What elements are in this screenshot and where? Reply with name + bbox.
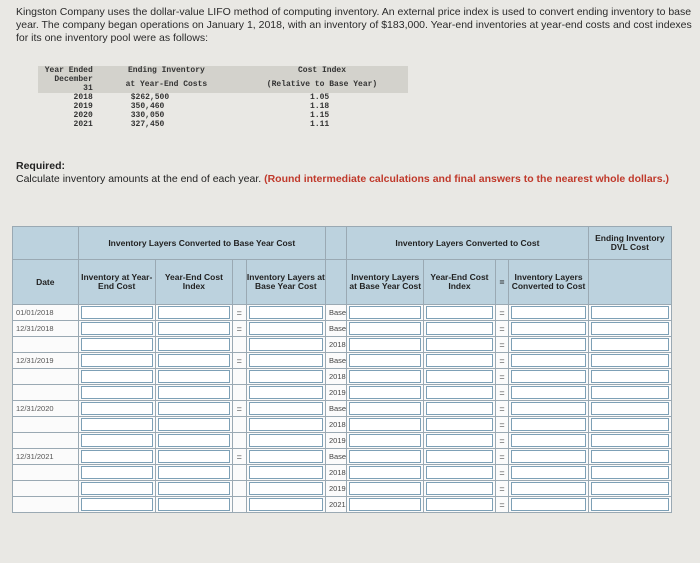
layers-base-year-header: Inventory Layers at Base Year Cost — [246, 260, 325, 305]
cost-index-table — [38, 66, 408, 129]
layer-base-input[interactable] — [349, 450, 421, 463]
index-input-cell[interactable] — [155, 449, 232, 465]
converted-cost-input-cell[interactable] — [509, 465, 588, 481]
year-cell: 2019 — [73, 102, 93, 111]
layer-base-input[interactable] — [349, 386, 421, 399]
layer-year-cell: 2019 — [326, 385, 347, 401]
year-end-cost-index-header: Year-End Cost Index — [155, 260, 232, 305]
inventory-input[interactable] — [81, 306, 153, 319]
equals-cell-2: = — [495, 465, 509, 481]
layer-year-cell: Base — [326, 449, 347, 465]
inventory-input-cell[interactable] — [78, 465, 155, 481]
inventory-cell: 330,050 — [130, 111, 165, 120]
index-input[interactable] — [158, 482, 230, 495]
index-input[interactable] — [158, 434, 230, 447]
equals-cell: = — [232, 449, 246, 465]
converted-cost-input-cell[interactable] — [509, 481, 588, 497]
cost-index-input[interactable] — [426, 338, 492, 351]
table-row — [13, 385, 672, 401]
index-input[interactable] — [158, 450, 230, 463]
layer-year-cell: 2018 — [326, 337, 347, 353]
index-input[interactable] — [158, 306, 230, 319]
converted-cost-input[interactable] — [511, 322, 585, 335]
inventory-input[interactable] — [81, 482, 153, 495]
inventory-input-cell[interactable] — [78, 417, 155, 433]
index-input[interactable] — [158, 322, 230, 335]
date-cell — [13, 417, 79, 433]
inventory-input-cell[interactable] — [78, 497, 155, 513]
date-cell — [13, 481, 79, 497]
equals-cell: = — [232, 353, 246, 369]
dvl-cost-input-cell[interactable] — [588, 385, 671, 401]
ending-inventory-subheader: at Year-End Costs — [97, 75, 236, 93]
dvl-cost-input[interactable] — [591, 338, 669, 351]
inventory-input-cell[interactable] — [78, 449, 155, 465]
converted-cost-input-cell[interactable] — [509, 449, 588, 465]
layer-year-cell: 2018 — [326, 465, 347, 481]
cost-index-input[interactable] — [426, 386, 492, 399]
equals-cell-2: = — [495, 337, 509, 353]
converted-cost-input[interactable] — [511, 354, 585, 367]
converted-cost-input-cell[interactable] — [509, 337, 588, 353]
layer-base-input-cell[interactable] — [347, 465, 424, 481]
dvl-cost-input-cell[interactable] — [588, 401, 671, 417]
base-layer-input-cell[interactable] — [246, 337, 325, 353]
cost-index-input[interactable] — [426, 306, 492, 319]
layer-base-input[interactable] — [349, 354, 421, 367]
cost-index-input-cell[interactable] — [424, 401, 495, 417]
converted-cost-input-cell[interactable] — [509, 369, 588, 385]
cost-index-input-cell[interactable] — [424, 369, 495, 385]
cost-index-input-cell[interactable] — [424, 433, 495, 449]
index-input-cell[interactable] — [155, 353, 232, 369]
year-cell: 2021 — [73, 120, 93, 129]
inventory-input-cell[interactable] — [78, 321, 155, 337]
cost-index-input-cell[interactable] — [424, 305, 495, 321]
base-layer-input-cell[interactable] — [246, 353, 325, 369]
cost-index-input-cell[interactable] — [424, 353, 495, 369]
layer-base-input[interactable] — [349, 482, 421, 495]
base-layer-input[interactable] — [249, 354, 323, 367]
dvl-cost-input-cell[interactable] — [588, 353, 671, 369]
base-layer-input-cell[interactable] — [246, 385, 325, 401]
layers-at-base-header: Inventory Layers at Base Year Cost — [347, 260, 424, 305]
cost-index-subheader: (Relative to Base Year) — [236, 75, 408, 93]
year-end-cost-index-header-2: Year-End Cost Index — [424, 260, 495, 305]
dvl-cost-input[interactable] — [591, 498, 669, 511]
cost-index-input-cell[interactable] — [424, 321, 495, 337]
index-input-cell[interactable] — [155, 321, 232, 337]
date-cell: 12/31/2021 — [13, 449, 79, 465]
equals-cell: = — [232, 305, 246, 321]
inventory-input-cell[interactable] — [78, 401, 155, 417]
converted-cost-input[interactable] — [511, 386, 585, 399]
inventory-input-cell[interactable] — [78, 369, 155, 385]
table-row — [38, 93, 408, 102]
index-cell: 1.05 — [310, 93, 330, 102]
dvl-cost-input-cell[interactable] — [588, 369, 671, 385]
base-layer-input-cell[interactable] — [246, 401, 325, 417]
index-cell: 1.15 — [310, 111, 330, 120]
equals-cell — [232, 337, 246, 353]
inventory-input[interactable] — [81, 354, 153, 367]
dvl-cost-input-cell[interactable] — [588, 321, 671, 337]
inventory-year-end-cost-header: Inventory at Year-End Cost — [78, 260, 155, 305]
layer-base-input-cell[interactable] — [347, 321, 424, 337]
index-input-cell[interactable] — [155, 369, 232, 385]
inventory-input-cell[interactable] — [78, 337, 155, 353]
layer-base-input[interactable] — [349, 402, 421, 415]
date-cell: 12/31/2018 — [13, 321, 79, 337]
layer-year-cell: 2018 — [326, 369, 347, 385]
layers-converted-header: Inventory Layers Converted to Cost — [509, 260, 588, 305]
table-row — [38, 102, 408, 111]
index-input[interactable] — [158, 370, 230, 383]
equals-cell — [232, 481, 246, 497]
layer-base-input-cell[interactable] — [347, 433, 424, 449]
index-input[interactable] — [158, 338, 230, 351]
layer-base-input[interactable] — [349, 338, 421, 351]
index-input[interactable] — [158, 402, 230, 415]
equals-header — [232, 260, 246, 305]
index-input-cell[interactable] — [155, 385, 232, 401]
converted-cost-input-cell[interactable] — [509, 417, 588, 433]
inventory-input-cell[interactable] — [78, 481, 155, 497]
layer-year-cell: 2021 — [326, 497, 347, 513]
ending-inventory-header: Ending Inventory — [97, 66, 236, 75]
layer-base-input[interactable] — [349, 370, 421, 383]
dvl-cost-subheader — [588, 260, 671, 305]
equals-cell — [232, 369, 246, 385]
table-row — [13, 481, 672, 497]
table-row — [13, 321, 672, 337]
table-row — [13, 417, 672, 433]
ending-inventory-dvl-header: Ending Inventory DVL Cost — [588, 227, 671, 260]
cost-index-input-cell[interactable] — [424, 417, 495, 433]
layer-base-input[interactable] — [349, 418, 421, 431]
layer-base-input[interactable] — [349, 306, 421, 319]
inventory-input-cell[interactable] — [78, 353, 155, 369]
base-layer-input[interactable] — [249, 482, 323, 495]
blank-header — [13, 227, 79, 260]
layer-base-input[interactable] — [349, 466, 421, 479]
equals-cell: = — [232, 321, 246, 337]
cost-index-input[interactable] — [426, 482, 492, 495]
dvl-cost-input[interactable] — [591, 418, 669, 431]
index-input[interactable] — [158, 418, 230, 431]
cost-index-input[interactable] — [426, 466, 492, 479]
group-cost-header: Inventory Layers Converted to Cost — [347, 227, 589, 260]
dvl-cost-input[interactable] — [591, 450, 669, 463]
inventory-cell: 350,460 — [130, 102, 165, 111]
dvl-cost-input[interactable] — [591, 306, 669, 319]
layer-year-cell: Base — [326, 321, 347, 337]
index-input-cell[interactable] — [155, 337, 232, 353]
date-cell: 12/31/2020 — [13, 401, 79, 417]
rounding-instruction: (Round intermediate calculations and final answers to the nearest whole dollars.) — [264, 173, 669, 185]
base-layer-input-cell[interactable] — [246, 449, 325, 465]
converted-cost-input[interactable] — [511, 466, 585, 479]
converted-cost-input[interactable] — [511, 402, 585, 415]
inventory-input-cell[interactable] — [78, 433, 155, 449]
base-layer-input[interactable] — [249, 498, 323, 511]
required-text: Calculate inventory amounts at the end of each year. — [16, 173, 262, 185]
index-cell: 1.18 — [310, 102, 330, 111]
inventory-cell: $262,500 — [130, 93, 170, 102]
year-ended-header: Year Ended — [38, 66, 97, 75]
year-ended-subheader: December 31 — [38, 75, 97, 93]
converted-cost-input[interactable] — [511, 482, 585, 495]
layer-base-input-cell[interactable] — [347, 353, 424, 369]
dvl-cost-input-cell[interactable] — [588, 433, 671, 449]
converted-cost-input-cell[interactable] — [509, 353, 588, 369]
base-layer-input[interactable] — [249, 306, 323, 319]
index-input-cell[interactable] — [155, 465, 232, 481]
converted-cost-input[interactable] — [511, 498, 585, 511]
base-layer-input-cell[interactable] — [246, 481, 325, 497]
table-row — [38, 111, 408, 120]
dvl-cost-input[interactable] — [591, 322, 669, 335]
converted-cost-input[interactable] — [511, 434, 585, 447]
layer-base-input-cell[interactable] — [347, 401, 424, 417]
equals-cell-2: = — [495, 305, 509, 321]
index-input-cell[interactable] — [155, 401, 232, 417]
index-input[interactable] — [158, 386, 230, 399]
inventory-input[interactable] — [81, 466, 153, 479]
dvl-cost-input[interactable] — [591, 354, 669, 367]
layer-year-cell: Base — [326, 353, 347, 369]
cost-index-input[interactable] — [426, 498, 492, 511]
equals-cell — [232, 385, 246, 401]
inventory-input[interactable] — [81, 386, 153, 399]
converted-cost-input-cell[interactable] — [509, 321, 588, 337]
cost-index-input[interactable] — [426, 402, 492, 415]
equals-cell-2: = — [495, 321, 509, 337]
layer-base-input[interactable] — [349, 322, 421, 335]
dvl-cost-input-cell[interactable] — [588, 449, 671, 465]
equals-cell-2: = — [495, 497, 509, 513]
layer-year-cell: 2018 — [326, 417, 347, 433]
required-label: Required: — [16, 160, 66, 172]
converted-cost-input[interactable] — [511, 370, 585, 383]
equals-cell-2: = — [495, 417, 509, 433]
base-layer-input-cell[interactable] — [246, 321, 325, 337]
spacer-subheader — [326, 260, 347, 305]
base-layer-input[interactable] — [249, 370, 323, 383]
equals-cell-2: = — [495, 401, 509, 417]
inventory-input[interactable] — [81, 450, 153, 463]
date-cell — [13, 497, 79, 513]
equals-cell: = — [232, 401, 246, 417]
date-cell — [13, 385, 79, 401]
year-cell: 2018 — [73, 93, 93, 102]
table-row — [13, 497, 672, 513]
cost-index-input-cell[interactable] — [424, 465, 495, 481]
base-layer-input-cell[interactable] — [246, 433, 325, 449]
inventory-input[interactable] — [81, 370, 153, 383]
dvl-cost-input-cell[interactable] — [588, 417, 671, 433]
index-input[interactable] — [158, 498, 230, 511]
date-cell: 12/31/2019 — [13, 353, 79, 369]
layer-base-input[interactable] — [349, 434, 421, 447]
converted-cost-input-cell[interactable] — [509, 385, 588, 401]
inventory-input[interactable] — [81, 434, 153, 447]
date-cell — [13, 369, 79, 385]
base-layer-input[interactable] — [249, 338, 323, 351]
dvl-cost-input-cell[interactable] — [588, 497, 671, 513]
date-cell — [13, 433, 79, 449]
cost-index-input[interactable] — [426, 322, 492, 335]
layer-base-input-cell[interactable] — [347, 449, 424, 465]
equals-cell — [232, 465, 246, 481]
cost-index-input-cell[interactable] — [424, 385, 495, 401]
table-row — [13, 337, 672, 353]
equals-cell — [232, 433, 246, 449]
layer-base-input-cell[interactable] — [347, 497, 424, 513]
cost-index-input[interactable] — [426, 450, 492, 463]
cost-index-input[interactable] — [426, 354, 492, 367]
date-header: Date — [13, 260, 79, 305]
layer-year-cell: 2019 — [326, 481, 347, 497]
layer-base-input-cell[interactable] — [347, 417, 424, 433]
inventory-worksheet — [12, 226, 672, 513]
equals-header-2: = — [495, 260, 509, 305]
converted-cost-input[interactable] — [511, 306, 585, 319]
cost-index-input[interactable] — [426, 434, 492, 447]
index-input-cell[interactable] — [155, 433, 232, 449]
date-cell — [13, 465, 79, 481]
worksheet-body — [13, 305, 672, 513]
base-layer-input-cell[interactable] — [246, 465, 325, 481]
cost-index-input-cell[interactable] — [424, 481, 495, 497]
table-row — [13, 305, 672, 321]
index-input-cell[interactable] — [155, 305, 232, 321]
dvl-cost-input[interactable] — [591, 434, 669, 447]
equals-cell-2: = — [495, 449, 509, 465]
converted-cost-input-cell[interactable] — [509, 401, 588, 417]
inventory-cell: 327,450 — [130, 120, 165, 129]
index-input[interactable] — [158, 466, 230, 479]
base-layer-input-cell[interactable] — [246, 369, 325, 385]
layer-base-input[interactable] — [349, 498, 421, 511]
converted-cost-input-cell[interactable] — [509, 305, 588, 321]
converted-cost-input-cell[interactable] — [509, 497, 588, 513]
required-section — [16, 160, 692, 186]
dvl-cost-input[interactable] — [591, 386, 669, 399]
cost-index-input[interactable] — [426, 370, 492, 383]
dvl-cost-input-cell[interactable] — [588, 337, 671, 353]
base-layer-input[interactable] — [249, 418, 323, 431]
cost-index-input-cell[interactable] — [424, 497, 495, 513]
index-input-cell[interactable] — [155, 481, 232, 497]
dvl-cost-input-cell[interactable] — [588, 465, 671, 481]
index-input-cell[interactable] — [155, 417, 232, 433]
date-cell — [13, 337, 79, 353]
layer-base-input-cell[interactable] — [347, 369, 424, 385]
layer-base-input-cell[interactable] — [347, 385, 424, 401]
inventory-input[interactable] — [81, 402, 153, 415]
base-layer-input[interactable] — [249, 402, 323, 415]
dvl-cost-input-cell[interactable] — [588, 305, 671, 321]
equals-cell — [232, 497, 246, 513]
base-layer-input[interactable] — [249, 450, 323, 463]
group-base-year-header: Inventory Layers Converted to Base Year Cost — [78, 227, 325, 260]
index-input[interactable] — [158, 354, 230, 367]
inventory-input-cell[interactable] — [78, 305, 155, 321]
table-row — [13, 401, 672, 417]
cost-index-input-cell[interactable] — [424, 449, 495, 465]
table-row — [13, 449, 672, 465]
layer-year-cell: 2019 — [326, 433, 347, 449]
cost-index-input-cell[interactable] — [424, 337, 495, 353]
dvl-cost-input[interactable] — [591, 402, 669, 415]
equals-cell-2: = — [495, 369, 509, 385]
layer-base-input-cell[interactable] — [347, 337, 424, 353]
layer-year-cell: Base — [326, 401, 347, 417]
inventory-input-cell[interactable] — [78, 385, 155, 401]
layer-year-cell: Base — [326, 305, 347, 321]
cost-index-header: Cost Index — [236, 66, 408, 75]
table-row — [13, 433, 672, 449]
table-row — [13, 353, 672, 369]
year-cell: 2020 — [73, 111, 93, 120]
table-row — [38, 120, 408, 129]
table-row — [13, 465, 672, 481]
spacer-header — [326, 227, 347, 260]
converted-cost-input[interactable] — [511, 338, 585, 351]
equals-cell-2: = — [495, 481, 509, 497]
equals-cell-2: = — [495, 433, 509, 449]
dvl-cost-input[interactable] — [591, 466, 669, 479]
base-layer-input[interactable] — [249, 466, 323, 479]
dvl-cost-input[interactable] — [591, 370, 669, 383]
converted-cost-input-cell[interactable] — [509, 433, 588, 449]
inventory-input[interactable] — [81, 322, 153, 335]
dvl-cost-input[interactable] — [591, 482, 669, 495]
problem-statement: Kingston Company uses the dollar-value LIFO method of computing inventory. An external price index is used to convert ending inventory to base year. The company began operations on January 1, 2018, with an inventory of $183,000. Year-end inventories at year-end costs and cost indexes for its one inventory pool were as follows: — [16, 6, 692, 44]
index-cell: 1.11 — [310, 120, 330, 129]
layer-base-input-cell[interactable] — [347, 305, 424, 321]
base-layer-input[interactable] — [249, 434, 323, 447]
equals-cell — [232, 417, 246, 433]
dvl-cost-input-cell[interactable] — [588, 481, 671, 497]
inventory-input[interactable] — [81, 498, 153, 511]
equals-cell-2: = — [495, 385, 509, 401]
inventory-input[interactable] — [81, 418, 153, 431]
base-layer-input-cell[interactable] — [246, 305, 325, 321]
converted-cost-input[interactable] — [511, 450, 585, 463]
converted-cost-input[interactable] — [511, 418, 585, 431]
table-row — [13, 369, 672, 385]
inventory-input[interactable] — [81, 338, 153, 351]
index-input-cell[interactable] — [155, 497, 232, 513]
base-layer-input[interactable] — [249, 322, 323, 335]
equals-cell-2: = — [495, 353, 509, 369]
base-layer-input-cell[interactable] — [246, 497, 325, 513]
date-cell: 01/01/2018 — [13, 305, 79, 321]
base-layer-input-cell[interactable] — [246, 417, 325, 433]
cost-index-input[interactable] — [426, 418, 492, 431]
base-layer-input[interactable] — [249, 386, 323, 399]
layer-base-input-cell[interactable] — [347, 481, 424, 497]
